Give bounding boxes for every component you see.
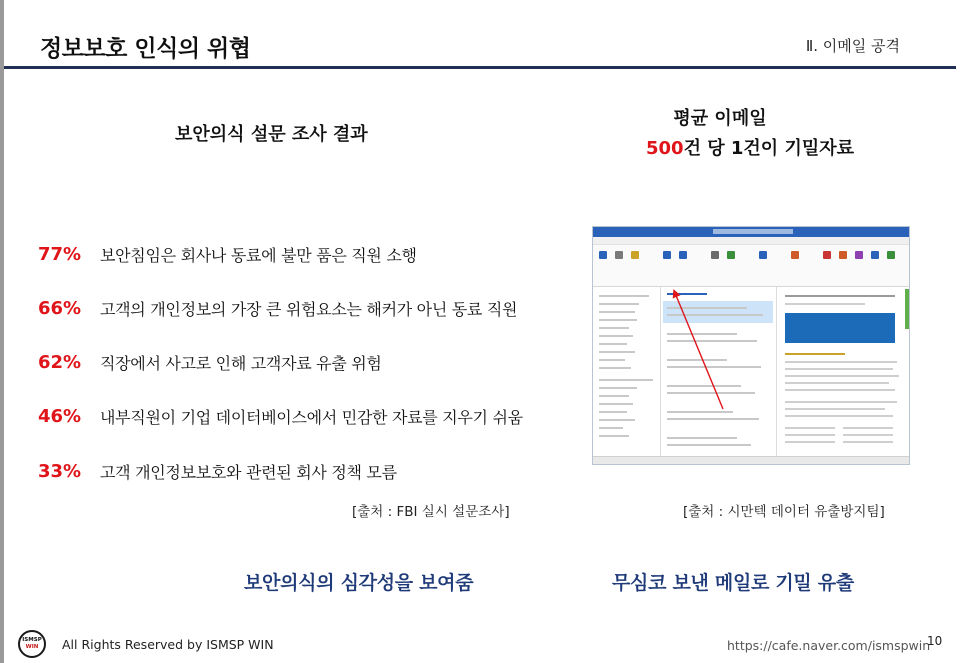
left-edge-bar	[0, 0, 4, 663]
stat-percent: 33%	[38, 460, 82, 482]
email-stat-rest: 건 당 1건이 기밀자료	[683, 138, 854, 159]
stat-text: 보안침임은 회사나 동료에 불만 품은 직원 소행	[100, 245, 417, 265]
stat-row	[38, 295, 517, 321]
survey-heading: 보안의식 설문 조사 결과	[175, 124, 368, 145]
ismsp-win-logo: ISMSP WIN	[18, 630, 46, 658]
email-stat-line1: 평균 이메일	[673, 108, 767, 129]
page-title: 정보보호 인식의 위협	[40, 36, 251, 62]
stat-row	[38, 349, 382, 375]
stat-percent: 77%	[38, 243, 82, 265]
stat-text: 고객의 개인정보의 가장 큰 위험요소는 해커가 아닌 동료 직원	[100, 299, 518, 319]
stat-text: 직장에서 사고로 인해 고객자료 유출 위험	[100, 353, 382, 373]
footer-url: https://cafe.naver.com/ismspwin	[727, 638, 931, 653]
stat-text: 고객 개인정보보호와 관련된 회사 정책 모름	[100, 462, 397, 482]
survey-source: [출처 : FBI 실시 설문조사]	[352, 504, 510, 520]
page-number: 10	[927, 634, 943, 648]
stat-percent: 66%	[38, 297, 82, 319]
stat-row	[38, 403, 523, 429]
red-arrow-annotation	[593, 227, 910, 465]
footer-copyright: All Rights Reserved by ISMSP WIN	[62, 637, 274, 652]
stat-percent: 62%	[38, 351, 82, 373]
email-stat-number: 500	[645, 138, 684, 159]
stat-row	[38, 458, 397, 484]
email-source: [출처 : 시만텍 데이터 유출방지팀]	[683, 504, 885, 520]
outlook-screenshot	[592, 226, 910, 465]
stat-row	[38, 241, 417, 267]
email-stat-line2	[610, 134, 890, 160]
email-conclusion: 무심코 보낸 메일로 기밀 유출	[612, 572, 854, 594]
stat-percent: 46%	[38, 405, 82, 427]
section-label: Ⅱ. 이메일 공격	[805, 37, 900, 55]
header-divider	[4, 66, 956, 69]
stat-text: 내부직원이 기업 데이터베이스에서 민감한 자료를 지우기 쉬움	[100, 407, 523, 427]
survey-conclusion: 보안의식의 심각성을 보여줌	[244, 572, 474, 594]
